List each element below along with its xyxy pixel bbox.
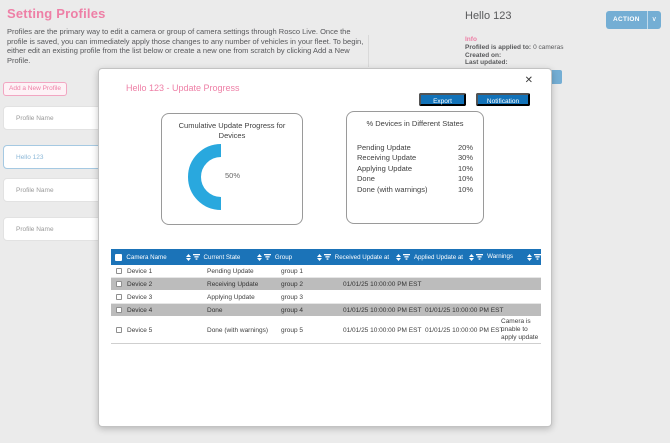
donut-percent-label: 50% — [225, 171, 241, 180]
sort-icon[interactable] — [396, 254, 401, 261]
cell-camera-name: Device 2 — [127, 280, 153, 288]
device-states-card — [346, 111, 484, 224]
cell-received-update: 01/01/25 10:00:00 PM EST — [343, 306, 422, 314]
row-checkbox[interactable] — [116, 281, 122, 287]
cell-group: group 3 — [281, 293, 304, 301]
filter-icon[interactable] — [193, 254, 200, 260]
filter-icon[interactable] — [534, 254, 541, 260]
column-header-warnings[interactable]: Warnings — [487, 253, 514, 260]
state-row — [357, 153, 473, 164]
sort-icon[interactable] — [317, 254, 322, 261]
sidebar-item-label: Hello 123 — [16, 153, 44, 161]
state-row — [357, 143, 473, 154]
cell-camera-name: Device 5 — [127, 326, 153, 334]
vertical-divider — [368, 35, 369, 67]
page-description: Profiles are the primary way to edit a camera or group of camera settings through Rosco Live. Once the profile is saved, you can immediately apply those changes to any number of vehicles in your fleet. To begin, either edit an existing profile from the list below or create a new one from scratch by clicking Add a New Profile. — [7, 27, 364, 65]
applied-to-line — [465, 44, 563, 52]
created-on-label: Created on: — [465, 51, 502, 59]
cell-group: group 2 — [281, 280, 304, 288]
select-all-checkbox[interactable] — [115, 254, 122, 261]
sidebar-item-label: Profile Name — [16, 225, 54, 233]
column-header-group[interactable]: Group — [274, 253, 293, 261]
filter-icon[interactable] — [324, 254, 331, 260]
action-button[interactable] — [606, 11, 661, 29]
cell-current-state: Receiving Update — [207, 280, 259, 288]
sidebar-item-label: Profile Name — [16, 186, 54, 194]
cumulative-progress-card — [161, 113, 303, 225]
column-header-received-update[interactable]: Received Update at — [334, 253, 390, 261]
cell-applied-update: 01/01/25 10:00:00 PM EST — [425, 306, 504, 314]
chevron-down-icon[interactable]: ∨ — [651, 16, 657, 23]
state-label: Pending Update — [357, 142, 411, 152]
cell-camera-name: Device 3 — [127, 293, 153, 301]
action-button-label: ACTION — [613, 16, 640, 23]
filter-icon[interactable] — [403, 254, 410, 260]
cell-received-update: 01/01/25 10:00:00 PM EST — [343, 280, 422, 288]
notification-button[interactable]: Notification — [476, 93, 530, 106]
column-header-camera-name[interactable]: Camera Name — [126, 253, 167, 261]
cell-current-state: Done — [207, 306, 223, 314]
state-value: 10% — [457, 174, 473, 183]
filter-icon[interactable] — [476, 254, 483, 260]
update-progress-modal — [98, 68, 552, 427]
profile-info-panel — [465, 36, 563, 67]
add-new-profile-button[interactable]: Add a New Profile — [3, 82, 67, 96]
table-row[interactable] — [111, 317, 541, 344]
sort-icon[interactable] — [527, 254, 532, 261]
cell-group: group 4 — [281, 306, 304, 314]
state-label: Receiving Update — [357, 153, 417, 162]
table-header-row — [111, 249, 541, 265]
table-row[interactable] — [111, 265, 541, 278]
page-title: Setting Profiles — [7, 6, 106, 21]
close-icon[interactable]: ✕ — [524, 75, 533, 86]
state-row — [357, 185, 473, 196]
cell-received-update: 01/01/25 10:00:00 PM EST — [343, 326, 422, 334]
info-heading: Info — [465, 36, 477, 43]
row-checkbox[interactable] — [116, 327, 122, 333]
sort-icon[interactable] — [469, 254, 474, 261]
cell-current-state: Applying Update — [207, 293, 255, 301]
progress-card-title: Cumulative Update Progress for Devices — [178, 121, 286, 140]
cell-group: group 1 — [281, 267, 304, 275]
state-label: Done (with warnings) — [357, 184, 428, 194]
state-label: Applying Update — [357, 163, 413, 173]
state-value: 10% — [457, 163, 473, 173]
states-card-title: % Devices in Different States — [366, 119, 464, 128]
sort-icon[interactable] — [257, 254, 262, 261]
devices-table — [111, 249, 541, 344]
states-list — [347, 143, 483, 196]
cell-current-state: Pending Update — [207, 267, 254, 275]
table-row[interactable] — [111, 291, 541, 304]
profile-detail-title: Hello 123 — [465, 10, 512, 22]
row-checkbox[interactable] — [116, 307, 122, 313]
cell-group: group 5 — [281, 326, 304, 334]
row-checkbox[interactable] — [116, 294, 122, 300]
row-checkbox[interactable] — [116, 268, 122, 274]
state-row — [357, 164, 473, 175]
column-header-applied-update[interactable]: Applied Update at — [413, 253, 464, 261]
cell-camera-name: Device 1 — [127, 267, 153, 275]
export-button[interactable]: Export — [419, 93, 466, 106]
half-donut-chart — [185, 141, 257, 213]
state-value: 20% — [457, 142, 473, 152]
applied-to-label: Profiled is applied to: — [465, 43, 532, 51]
last-updated-label: Last updated: — [465, 59, 508, 67]
sidebar-item-label: Profile Name — [16, 114, 54, 122]
column-header-current-state[interactable]: Current State — [203, 253, 241, 261]
cell-camera-name: Device 4 — [127, 306, 153, 314]
cell-applied-update: 01/01/25 10:00:00 PM EST — [425, 326, 504, 334]
table-row[interactable] — [111, 278, 541, 291]
state-value: 10% — [457, 184, 473, 194]
sort-icon[interactable] — [186, 254, 191, 261]
filter-icon[interactable] — [264, 254, 271, 260]
table-row[interactable] — [111, 304, 541, 317]
state-label: Done — [357, 174, 375, 183]
modal-title: Hello 123 - Update Progress — [126, 83, 240, 93]
state-row — [357, 174, 473, 185]
cell-current-state: Done (with warnings) — [207, 326, 269, 334]
applied-to-value: 0 cameras — [533, 43, 564, 51]
state-value: 30% — [457, 153, 473, 162]
cell-warnings: Camera is unable to apply update — [501, 318, 539, 341]
